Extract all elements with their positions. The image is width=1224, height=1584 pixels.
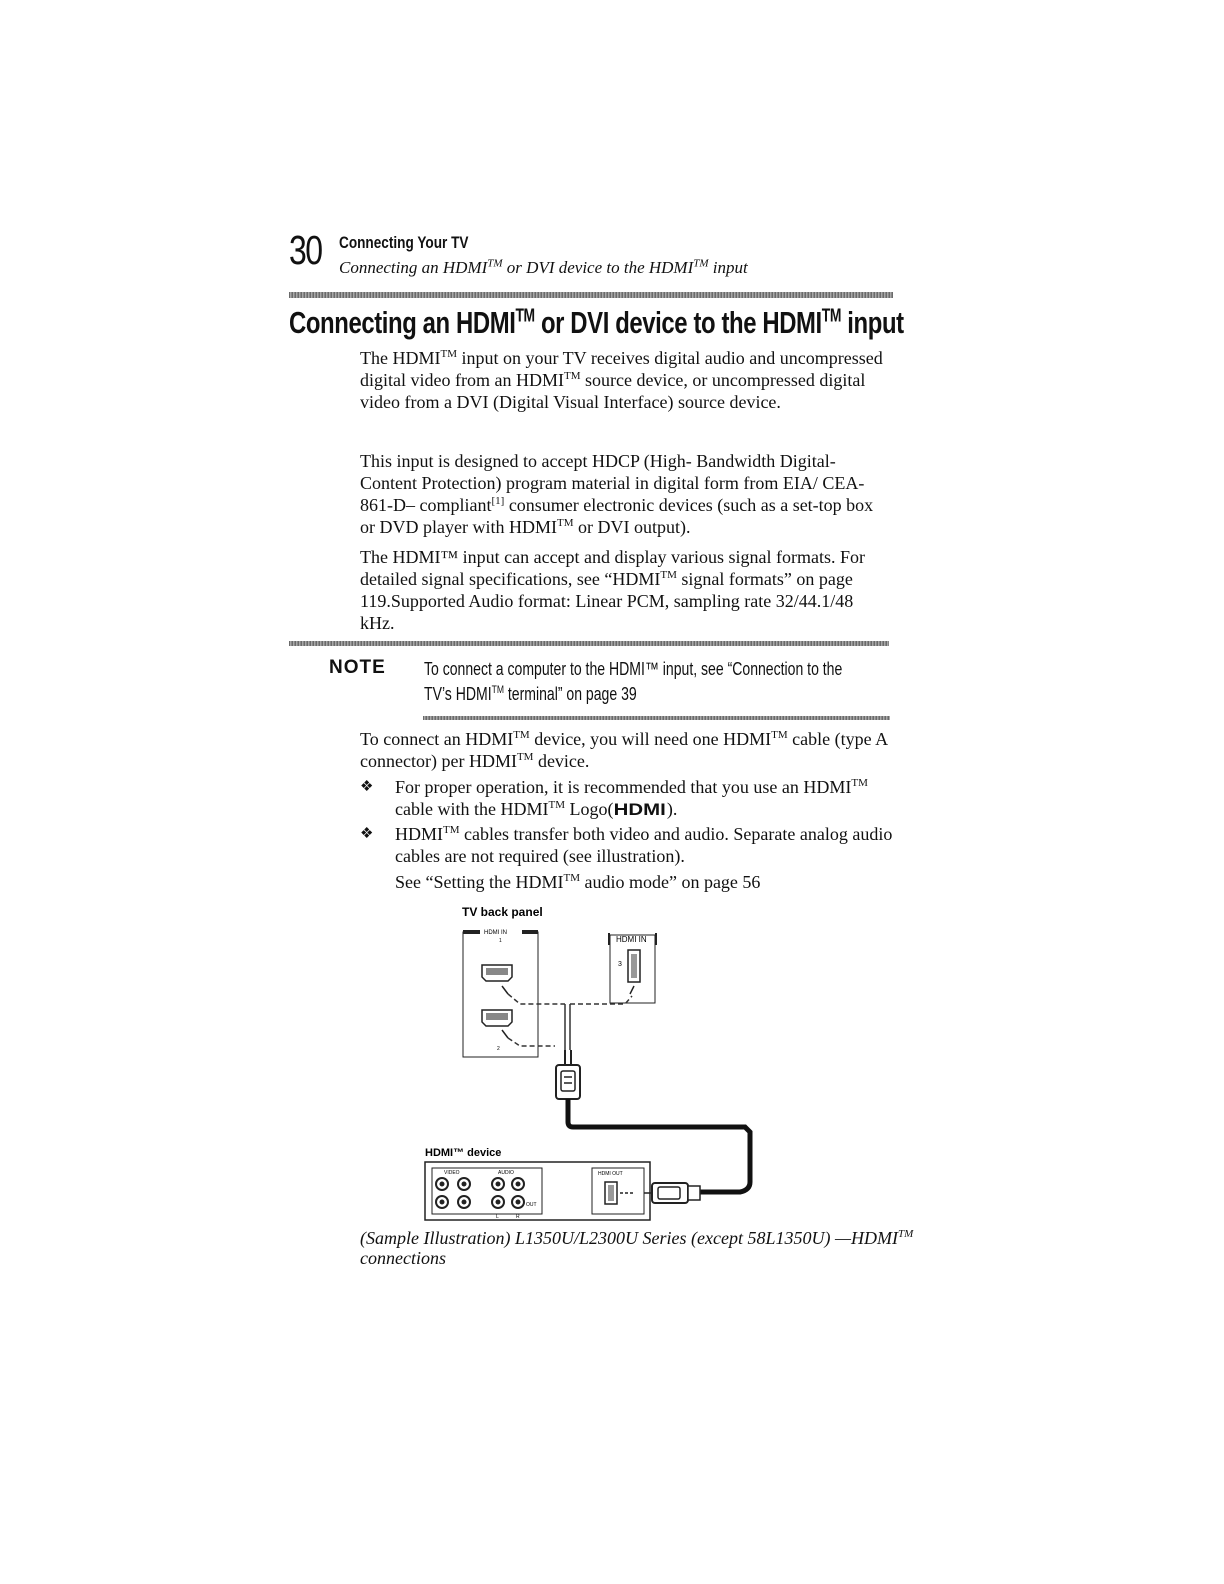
subsection-title: Connecting an HDMI™ or DVI device to the HDMI™ input	[339, 257, 748, 277]
svg-text:HDMI OUT: HDMI OUT	[598, 1171, 623, 1177]
tv-hdmi-panel-right	[608, 933, 657, 1003]
paragraph-formats: The HDMI™ input can accept and display various signal formats. For detailed signal specifications, see “HDMI™ signal formats” on page 119.Supported Audio format: Linear PCM, sampling rate 32/44.1/48 kHz.	[360, 547, 866, 633]
hdmi-in-right-label: HDMI IN	[616, 935, 647, 944]
tv-hdmi-panel-left	[463, 927, 538, 1057]
bullet-text: For proper operation, it is recommended that you use an HDMI™ cable with the HDMI™ Logo(HDMI).	[395, 777, 868, 819]
hdmi-logo: HDMI	[614, 800, 667, 819]
note-divider-bottom	[423, 716, 890, 720]
see-also-reference: See “Setting the HDMI™ audio mode” on page 56	[395, 872, 761, 892]
header-divider	[289, 292, 893, 298]
svg-text:L: L	[496, 1214, 499, 1220]
page-number: 30	[289, 227, 322, 273]
paragraph-hdcp: This input is designed to accept HDCP (High- Bandwidth Digital-Content Protection) program material in digital form from EIA/ CEA-861-D– compliant[1] consumer electronic devices (such as a set-top box or DVD player with HDMI™ or DVI output).	[360, 451, 874, 537]
bullet-text: HDMI™ cables transfer both video and audio. Separate analog audio cables are not required (see illustration).	[395, 824, 893, 866]
bullet-diamond-icon: ❖	[360, 826, 374, 842]
page-title: Connecting an HDMI™ or DVI device to the HDMI™ input	[289, 305, 904, 340]
tv-back-panel-label: TV back panel	[462, 905, 543, 919]
figure-caption: (Sample Illustration) L1350U/L2300U Series (except 58L1350U) —HDMI™ connections	[360, 1228, 914, 1268]
note-label: NOTE	[329, 657, 386, 678]
section-title: Connecting Your TV	[339, 233, 469, 252]
paragraph-intro: The HDMI™ input on your TV receives digital audio and uncompressed digital video from an HDMI™ source device, or uncompressed digital video from a DVI (Digital Visual Interface) source device.	[360, 348, 883, 412]
svg-text:AUDIO: AUDIO	[498, 1170, 514, 1176]
svg-text:1: 1	[499, 938, 502, 944]
paragraph-connect: To connect an HDMI™ device, you will need one HDMI™ cable (type A connector) per HDMI™ device.	[360, 729, 888, 771]
hdmi-device-label: HDMI™ device	[425, 1147, 502, 1159]
note-text: To connect a computer to the HDMI™ input, see “Connection to the TV’s HDMI™ terminal” on page 39	[424, 659, 843, 704]
svg-text:R: R	[516, 1214, 520, 1220]
bullet-diamond-icon: ❖	[360, 779, 374, 795]
svg-text:2: 2	[497, 1046, 500, 1052]
svg-text:OUT: OUT	[526, 1202, 537, 1208]
hdmi-in-label: HDMI IN	[484, 930, 507, 936]
note-divider-top	[289, 641, 889, 646]
page-header	[289, 228, 894, 290]
hdmi-source-device	[425, 1162, 650, 1220]
svg-text:VIDEO: VIDEO	[444, 1170, 460, 1176]
hdmi-connection-diagram	[420, 900, 760, 1225]
svg-text:3: 3	[618, 961, 622, 968]
